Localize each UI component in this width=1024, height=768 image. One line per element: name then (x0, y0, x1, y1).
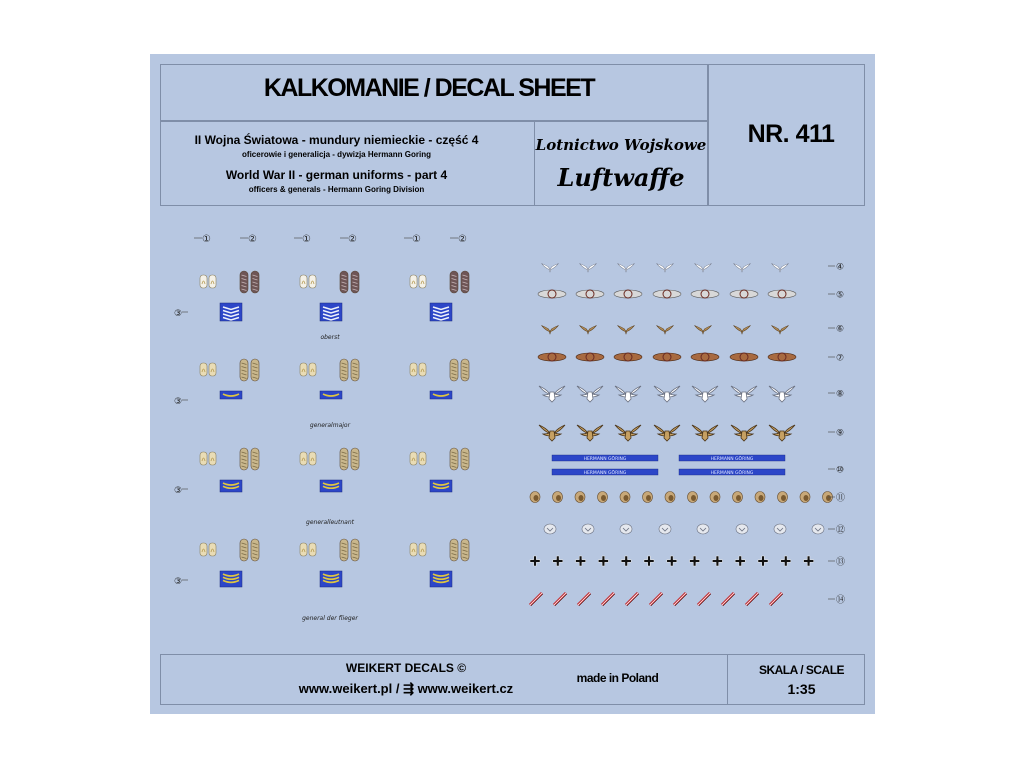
row-number-8: ⑧ (836, 389, 845, 400)
polish-subtitle-detail: oficerowie i generalicja - dywizja Hermann Goring (242, 150, 431, 159)
breast-eagle (692, 386, 718, 402)
index-label-3: ③ (174, 577, 183, 587)
cuff-title-text: HERMANN GÖRING (710, 457, 754, 462)
eagle-shape (657, 325, 674, 334)
collar-tab-pair (410, 275, 426, 288)
button-shade (556, 495, 561, 501)
index-label-1: ① (302, 234, 311, 245)
cross-shape (667, 556, 677, 566)
wreath-wings (730, 353, 758, 361)
row-number-12: ⑫ (836, 525, 846, 536)
ribbon-bar (746, 593, 759, 606)
cuff-title (552, 469, 658, 476)
eagle-body (549, 392, 555, 402)
shoulder-board-pair (240, 359, 259, 381)
ribbon-white (674, 593, 686, 605)
shoulder-board-pair (240, 448, 259, 470)
ribbon-bar (578, 593, 591, 606)
ribbon-black (699, 594, 711, 606)
shoulder-board-pair (450, 448, 469, 470)
cuff-title (679, 469, 785, 476)
breast-eagle (539, 425, 565, 441)
rank-caption-1: generalmajor (309, 422, 351, 429)
row-number-6: ⑥ (836, 324, 845, 335)
shoulder-board-pair (340, 359, 359, 381)
eagle-body (587, 392, 593, 402)
iron-cross (644, 556, 654, 566)
index-label-2: ② (458, 234, 467, 245)
branch-polish: Lotnictwo Wojskowe (535, 136, 707, 154)
cross-shape (644, 556, 654, 566)
ribbon-bar (722, 593, 735, 606)
wreath-eagle (653, 353, 681, 361)
eagle-body (779, 431, 785, 441)
wreath-eagle (614, 290, 642, 298)
ribbon-white (578, 593, 590, 605)
collar-tab (200, 363, 207, 376)
collar-tab-pair (300, 452, 316, 465)
cap-eagle-bronze (580, 325, 597, 334)
breast-eagle (577, 386, 603, 402)
wreath-eagle (614, 353, 642, 361)
index-label-2: ② (248, 234, 257, 245)
cap-eagle-bronze (618, 325, 635, 334)
button-shade (736, 495, 741, 501)
ribbon-black (675, 594, 687, 606)
shoulder-board-pair (240, 539, 259, 561)
collar-tab (209, 452, 216, 465)
breast-eagle (731, 386, 757, 402)
scale-value: 1:35 (787, 681, 816, 697)
shoulder-board-pair (340, 448, 359, 470)
collar-tab-pair (300, 363, 316, 376)
index-label-1: ① (202, 234, 211, 245)
iron-cross (621, 556, 631, 566)
ribbon-bar (626, 593, 639, 606)
ribbon-white (722, 593, 734, 605)
cross-shape (712, 556, 722, 566)
ribbon-bar (770, 593, 783, 606)
index-label-3: ③ (174, 309, 183, 319)
breast-eagle (654, 425, 680, 441)
eagle-shape (542, 263, 559, 272)
ribbon-white (746, 593, 758, 605)
wreath-eagle (768, 353, 796, 361)
iron-cross (781, 556, 791, 566)
collar-tab (419, 275, 426, 288)
eagle-body (549, 431, 555, 441)
english-subtitle-detail: officers & generals - Hermann Goring Division (248, 185, 425, 194)
ribbon-bar (530, 593, 543, 606)
ribbon-white (554, 593, 566, 605)
cap-eagle-bronze (734, 325, 751, 334)
collar-tab (209, 275, 216, 288)
eagle-body (664, 431, 670, 441)
silver-button (697, 524, 709, 534)
collar-tab-pair (410, 363, 426, 376)
row-number-10: ⑩ (836, 465, 845, 476)
sleeve-rank-patch (430, 391, 452, 399)
wreath-wings (691, 353, 719, 361)
cap-eagle-bronze (695, 325, 712, 334)
cross-shape (804, 556, 814, 566)
button-shade (579, 495, 584, 501)
iron-cross (735, 556, 745, 566)
branch-german: Luftwaffe (557, 163, 685, 192)
cap-eagle-bronze (542, 325, 559, 334)
wreath-eagle (538, 353, 566, 361)
ribbon-black (627, 594, 639, 606)
cross-shape (690, 556, 700, 566)
collar-tab (309, 363, 316, 376)
collar-tab (419, 452, 426, 465)
collar-tab (419, 543, 426, 556)
eagle-body (625, 431, 631, 441)
button-shade (601, 495, 606, 501)
eagle-shape (580, 325, 597, 334)
wreath-eagle (538, 290, 566, 298)
iron-cross (553, 556, 563, 566)
collar-tab-pair (410, 543, 426, 556)
eagle-body (702, 392, 708, 402)
eagle-body (625, 392, 631, 402)
button-shade (759, 495, 764, 501)
english-subtitle: World War II - german uniforms - part 4 (225, 168, 448, 182)
collar-tab-pair (200, 543, 216, 556)
ribbon-black (723, 594, 735, 606)
cuff-title (552, 455, 658, 462)
breast-eagle (615, 386, 641, 402)
sleeve-rank-patch (320, 480, 342, 492)
sleeve-rank-patch (430, 571, 452, 587)
cap-eagle-silver (657, 263, 674, 272)
breast-eagle (692, 425, 718, 441)
collar-tab (300, 275, 307, 288)
sleeve-rank-patch (220, 391, 242, 399)
collar-tab (410, 363, 417, 376)
silver-button (812, 524, 824, 534)
breast-eagle (731, 425, 757, 441)
wreath-wings (730, 290, 758, 298)
button-shade (781, 495, 786, 501)
breast-eagle (615, 425, 641, 441)
button-shade (534, 495, 539, 501)
silver-button (544, 524, 556, 534)
iron-cross (690, 556, 700, 566)
eagle-shape (772, 263, 789, 272)
button-shade (624, 495, 629, 501)
eagle-shape (580, 263, 597, 272)
cross-shape (553, 556, 563, 566)
eagle-shape (618, 325, 635, 334)
eagle-shape (695, 325, 712, 334)
sleeve-rank-patch (320, 571, 342, 587)
wreath-eagle (730, 290, 758, 298)
eagle-body (741, 392, 747, 402)
breast-eagle (654, 386, 680, 402)
wreath-wings (653, 353, 681, 361)
collar-tab-pair (300, 275, 316, 288)
wreath-eagle (730, 353, 758, 361)
cuff-title-text: HERMANN GÖRING (710, 471, 754, 476)
sheet-title: KALKOMANIE / DECAL SHEET (263, 74, 595, 102)
made-in: made in Poland (576, 671, 659, 685)
wreath-wings (538, 290, 566, 298)
collar-tab (410, 275, 417, 288)
scale-label: SKALA / SCALE (758, 663, 845, 677)
wreath-eagle (691, 353, 719, 361)
breast-eagle (577, 425, 603, 441)
eagle-shape (772, 325, 789, 334)
cross-shape (781, 556, 791, 566)
cuff-title-text: HERMANN GÖRING (583, 457, 627, 462)
index-label-3: ③ (174, 486, 183, 496)
ribbon-black (651, 594, 663, 606)
ribbon-bar (602, 593, 615, 606)
button-shade (669, 495, 674, 501)
iron-cross (530, 556, 540, 566)
collar-tab (309, 275, 316, 288)
ribbon-black (579, 594, 591, 606)
iron-cross (667, 556, 677, 566)
shoulder-board-pair (450, 539, 469, 561)
collar-tab (309, 543, 316, 556)
eagle-body (741, 431, 747, 441)
row-number-14: ⑭ (836, 595, 846, 606)
cap-eagle-bronze (657, 325, 674, 334)
wreath-wings (576, 353, 604, 361)
decal-sheet (150, 54, 875, 714)
collar-tab (200, 452, 207, 465)
cap-eagle-silver (618, 263, 635, 272)
wreath-wings (768, 353, 796, 361)
collar-tab-pair (410, 452, 426, 465)
websites: www.weikert.pl / ⇶ www.weikert.cz (298, 681, 514, 696)
wreath-eagle (691, 290, 719, 298)
eagle-shape (618, 263, 635, 272)
button-shade (804, 495, 809, 501)
cuff-title-text: HERMANN GÖRING (583, 471, 627, 476)
eagle-body (664, 392, 670, 402)
collar-tab (300, 363, 307, 376)
ribbon-white (650, 593, 662, 605)
eagle-body (587, 431, 593, 441)
iron-cross (598, 556, 608, 566)
ribbon-black (603, 594, 615, 606)
wreath-eagle (576, 353, 604, 361)
row-number-9: ⑨ (836, 428, 845, 439)
breast-eagle (539, 386, 565, 402)
sleeve-rank-patch (220, 571, 242, 587)
index-label-3: ③ (174, 397, 183, 407)
collar-tab-pair (200, 363, 216, 376)
eagle-body (779, 392, 785, 402)
breast-eagle (769, 425, 795, 441)
ribbon-white (602, 593, 614, 605)
wreath-eagle (576, 290, 604, 298)
collar-tab (419, 363, 426, 376)
collar-tab-pair (200, 275, 216, 288)
wreath-wings (614, 290, 642, 298)
wreath-wings (653, 290, 681, 298)
rank-caption-3: general der flieger (302, 615, 358, 622)
brand-name: WEIKERT DECALS © (345, 661, 467, 675)
collar-tab (309, 452, 316, 465)
collar-tab (300, 452, 307, 465)
rank-caption-0: oberst (320, 334, 340, 341)
index-label-2: ② (348, 234, 357, 245)
eagle-shape (657, 263, 674, 272)
cross-shape (621, 556, 631, 566)
wreath-wings (768, 290, 796, 298)
cap-eagle-bronze (772, 325, 789, 334)
silver-button (582, 524, 594, 534)
collar-tab (410, 452, 417, 465)
cross-shape (735, 556, 745, 566)
iron-cross (758, 556, 768, 566)
button-shade (714, 495, 719, 501)
cross-shape (598, 556, 608, 566)
ribbon-black (531, 594, 543, 606)
shoulder-board-pair (450, 359, 469, 381)
iron-cross (804, 556, 814, 566)
shoulder-board-pair (450, 271, 469, 293)
cap-eagle-silver (542, 263, 559, 272)
cross-shape (576, 556, 586, 566)
ribbon-white (626, 593, 638, 605)
wreath-wings (538, 353, 566, 361)
row-number-4: ④ (836, 262, 845, 273)
collar-tab (200, 543, 207, 556)
silver-button (659, 524, 671, 534)
cross-shape (530, 556, 540, 566)
iron-cross (576, 556, 586, 566)
cap-eagle-silver (580, 263, 597, 272)
ribbon-black (555, 594, 567, 606)
ribbon-white (770, 593, 782, 605)
eagle-body (702, 431, 708, 441)
silver-button (620, 524, 632, 534)
sheet-number: NR. 411 (747, 120, 835, 148)
ribbon-bar (650, 593, 663, 606)
eagle-shape (734, 325, 751, 334)
index-label-1: ① (412, 234, 421, 245)
button-shade (646, 495, 651, 501)
wreath-eagle (653, 290, 681, 298)
row-number-11: ⑪ (836, 493, 846, 504)
cross-shape (758, 556, 768, 566)
wreath-wings (614, 353, 642, 361)
collar-tab (300, 543, 307, 556)
eagle-shape (542, 325, 559, 334)
collar-tab (410, 543, 417, 556)
eagle-shape (695, 263, 712, 272)
row-number-13: ⑬ (836, 557, 846, 568)
collar-tab-pair (300, 543, 316, 556)
cap-eagle-silver (734, 263, 751, 272)
ribbon-black (747, 594, 759, 606)
decal-artwork (150, 54, 875, 714)
breast-eagle (769, 386, 795, 402)
cap-eagle-silver (772, 263, 789, 272)
row-number-7: ⑦ (836, 353, 845, 364)
sleeve-rank-patch (220, 480, 242, 492)
rank-caption-2: generalleutnant (306, 519, 354, 526)
collar-tab (209, 543, 216, 556)
sleeve-rank-patch (430, 303, 452, 321)
eagle-shape (734, 263, 751, 272)
polish-subtitle: II Wojna Światowa - mundury niemieckie - część 4 (194, 133, 479, 147)
sleeve-rank-patch (320, 303, 342, 321)
silver-button (774, 524, 786, 534)
cuff-title (679, 455, 785, 462)
shoulder-board-pair (340, 271, 359, 293)
collar-tab-pair (200, 452, 216, 465)
sleeve-rank-patch (220, 303, 242, 321)
wreath-eagle (768, 290, 796, 298)
shoulder-board-pair (240, 271, 259, 293)
collar-tab (200, 275, 207, 288)
ribbon-bar (674, 593, 687, 606)
wreath-wings (691, 290, 719, 298)
ribbon-bar (554, 593, 567, 606)
button-shade (691, 495, 696, 501)
row-number-5: ⑤ (836, 290, 845, 301)
iron-cross (712, 556, 722, 566)
wreath-wings (576, 290, 604, 298)
collar-tab (209, 363, 216, 376)
silver-button (736, 524, 748, 534)
sleeve-rank-patch (430, 480, 452, 492)
ribbon-white (698, 593, 710, 605)
shoulder-board-pair (340, 539, 359, 561)
cap-eagle-silver (695, 263, 712, 272)
button-shade (826, 495, 831, 501)
ribbon-white (530, 593, 542, 605)
ribbon-bar (698, 593, 711, 606)
ribbon-black (771, 594, 783, 606)
sleeve-rank-patch (320, 391, 342, 399)
